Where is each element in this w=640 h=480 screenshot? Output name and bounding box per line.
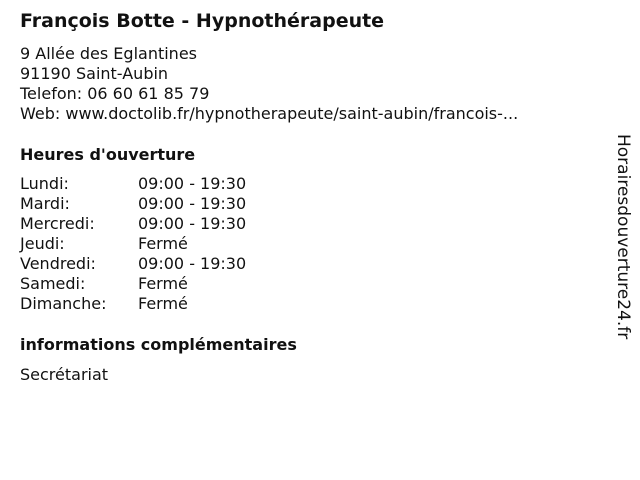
website-link[interactable]: Web: www.doctolib.fr/hypnotherapeute/saint-aubin/francois-...: [20, 104, 519, 123]
day-label: Mercredi:: [20, 214, 95, 233]
day-label: Jeudi:: [20, 234, 65, 253]
day-label: Mardi:: [20, 194, 70, 213]
hours-row-wednesday: [20, 214, 320, 234]
day-hours: 09:00 - 19:30: [138, 174, 247, 193]
day-hours: Fermé: [138, 234, 188, 253]
street-address: 9 Allée des Eglantines: [20, 44, 197, 63]
address-block: [20, 44, 518, 124]
day-hours: 09:00 - 19:30: [138, 254, 247, 273]
hours-row-saturday: [20, 274, 320, 294]
city-postal-code: 91190 Saint-Aubin: [20, 64, 169, 83]
hours-row-sunday: [20, 294, 320, 314]
phone-number: Telefon: 06 60 61 85 79: [20, 84, 210, 103]
page-title: François Botte - Hypnothérapeute: [20, 10, 385, 32]
hours-row-tuesday: [20, 194, 320, 214]
day-label: Samedi:: [20, 274, 86, 293]
additional-info-text: Secrétariat: [20, 365, 109, 384]
day-hours: 09:00 - 19:30: [138, 194, 247, 213]
day-label: Dimanche:: [20, 294, 107, 313]
additional-info-heading: informations complémentaires: [20, 335, 297, 354]
site-brand-watermark: Horairesdouverture24.fr: [613, 134, 633, 340]
hours-row-monday: [20, 174, 320, 194]
day-hours: Fermé: [138, 274, 188, 293]
hours-row-thursday: [20, 234, 320, 254]
opening-hours-table: [20, 174, 320, 314]
day-hours: 09:00 - 19:30: [138, 214, 247, 233]
day-hours: Fermé: [138, 294, 188, 313]
hours-row-friday: [20, 254, 320, 274]
opening-hours-heading: Heures d'ouverture: [20, 145, 196, 164]
day-label: Lundi:: [20, 174, 69, 193]
day-label: Vendredi:: [20, 254, 96, 273]
